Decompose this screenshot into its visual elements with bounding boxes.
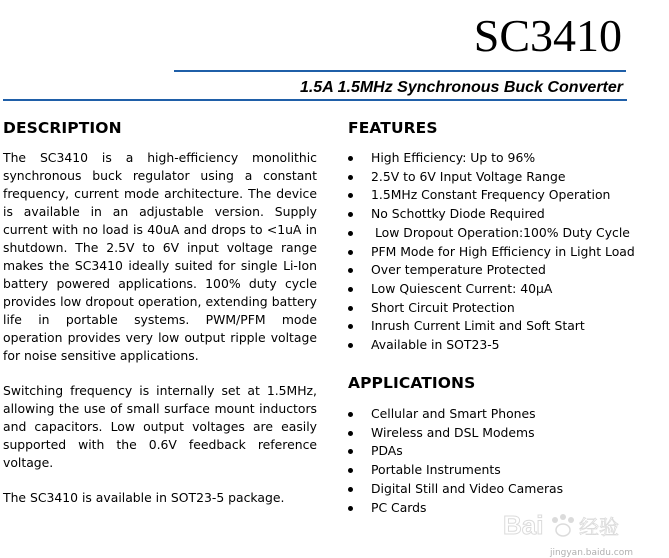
feature-text: Available in SOT23-5 bbox=[371, 337, 500, 353]
application-text: Cellular and Smart Phones bbox=[371, 406, 536, 421]
header-rule-top bbox=[174, 70, 626, 72]
feature-text: No Schottky Diode Required bbox=[371, 206, 545, 222]
feature-item bbox=[346, 317, 646, 336]
feature-text: Short Circuit Protection bbox=[371, 299, 515, 315]
description-paragraph-3: The SC3410 is available in SOT23-5 package. bbox=[3, 490, 285, 505]
feature-item bbox=[346, 280, 646, 299]
watermark-url: jingyan.baidu.com bbox=[549, 548, 633, 558]
bullet-dot-icon bbox=[348, 412, 353, 417]
applications-heading: APPLICATIONS bbox=[348, 374, 476, 392]
bullet-dot-icon bbox=[348, 506, 353, 511]
bullet-dot-icon bbox=[348, 324, 353, 329]
feature-text: Over temperature Protected bbox=[371, 262, 546, 278]
bullet-dot-icon bbox=[348, 231, 353, 236]
application-item bbox=[346, 424, 646, 443]
applications-list bbox=[346, 405, 646, 517]
application-text: Digital Still and Video Cameras bbox=[371, 480, 564, 496]
feature-item bbox=[346, 224, 646, 243]
feature-text: Low Quiescent Current: 40µA bbox=[371, 280, 553, 296]
feature-item bbox=[346, 299, 646, 318]
application-text: PC Cards bbox=[371, 499, 427, 515]
bullet-dot-icon bbox=[348, 193, 353, 198]
application-text: PDAs bbox=[371, 443, 403, 459]
features-heading: FEATURES bbox=[348, 119, 438, 137]
feature-text: 1.5MHz Constant Frequency Operation bbox=[371, 187, 611, 203]
description-heading: DESCRIPTION bbox=[3, 119, 122, 137]
part-number-title: SC3410 bbox=[473, 10, 622, 61]
document-subtitle: 1.5A 1.5MHz Synchronous Buck Converter bbox=[299, 79, 623, 96]
application-item bbox=[346, 405, 646, 424]
bullet-dot-icon bbox=[348, 268, 353, 273]
bullet-dot-icon bbox=[348, 250, 353, 255]
bullet-dot-icon bbox=[348, 431, 353, 436]
description-paragraph-2: Switching frequency is internally set at 1.5MHz, allowing the use of small surface mount inductors and capacitors. Low output voltages are easily supported with the 0.6V feedback reference voltage. bbox=[3, 383, 317, 470]
feature-text: Low Dropout Operation:100% Duty Cycle bbox=[371, 224, 630, 240]
description-paragraph-1: The SC3410 is a high-efficiency monolithic synchronous buck regulator using a constant frequency, current mode architecture. The device is available in an adjustable version. Supply current with no load is 40uA and drops to <1uA in shutdown. The 2.5V to 6V input voltage range makes the SC3410 ideally suited for single Li-Ion battery powered applications. 100% duty cycle provides low dropout operation, extending battery life in portable systems. PWM/PFM mode operation provides very low output ripple voltage for noise sensitive applications. bbox=[3, 150, 317, 363]
feature-item bbox=[346, 243, 646, 262]
bullet-dot-icon bbox=[348, 487, 353, 492]
application-item bbox=[346, 480, 646, 499]
feature-item bbox=[346, 186, 646, 205]
feature-text: High Efficiency: Up to 96% bbox=[371, 150, 536, 165]
feature-text: PFM Mode for High Efficiency in Light Load bbox=[371, 243, 635, 259]
application-item bbox=[346, 442, 646, 461]
features-list bbox=[346, 149, 646, 355]
feature-item bbox=[346, 261, 646, 280]
application-item bbox=[346, 461, 646, 480]
application-text: Wireless and DSL Modems bbox=[371, 424, 535, 440]
bullet-dot-icon bbox=[348, 449, 353, 454]
feature-text: 2.5V to 6V Input Voltage Range bbox=[371, 168, 566, 184]
header-rule-bottom bbox=[3, 99, 627, 101]
svg-text:经验: 经验 bbox=[579, 515, 619, 539]
bullet-dot-icon bbox=[348, 468, 353, 473]
bullet-dot-icon bbox=[348, 306, 353, 311]
baidu-paw-logo-icon bbox=[503, 506, 633, 546]
bullet-dot-icon bbox=[348, 175, 353, 180]
feature-item bbox=[346, 168, 646, 187]
feature-text: Inrush Current Limit and Soft Start bbox=[371, 318, 585, 334]
feature-item bbox=[346, 149, 646, 168]
bullet-dot-icon bbox=[348, 156, 353, 161]
bullet-dot-icon bbox=[348, 343, 353, 348]
feature-item bbox=[346, 205, 646, 224]
baidu-watermark bbox=[503, 506, 633, 550]
svg-text:Bai: Bai bbox=[503, 510, 544, 540]
application-text: Portable Instruments bbox=[371, 462, 501, 478]
bullet-dot-icon bbox=[348, 287, 353, 292]
bullet-dot-icon bbox=[348, 212, 353, 217]
feature-item bbox=[346, 336, 646, 355]
